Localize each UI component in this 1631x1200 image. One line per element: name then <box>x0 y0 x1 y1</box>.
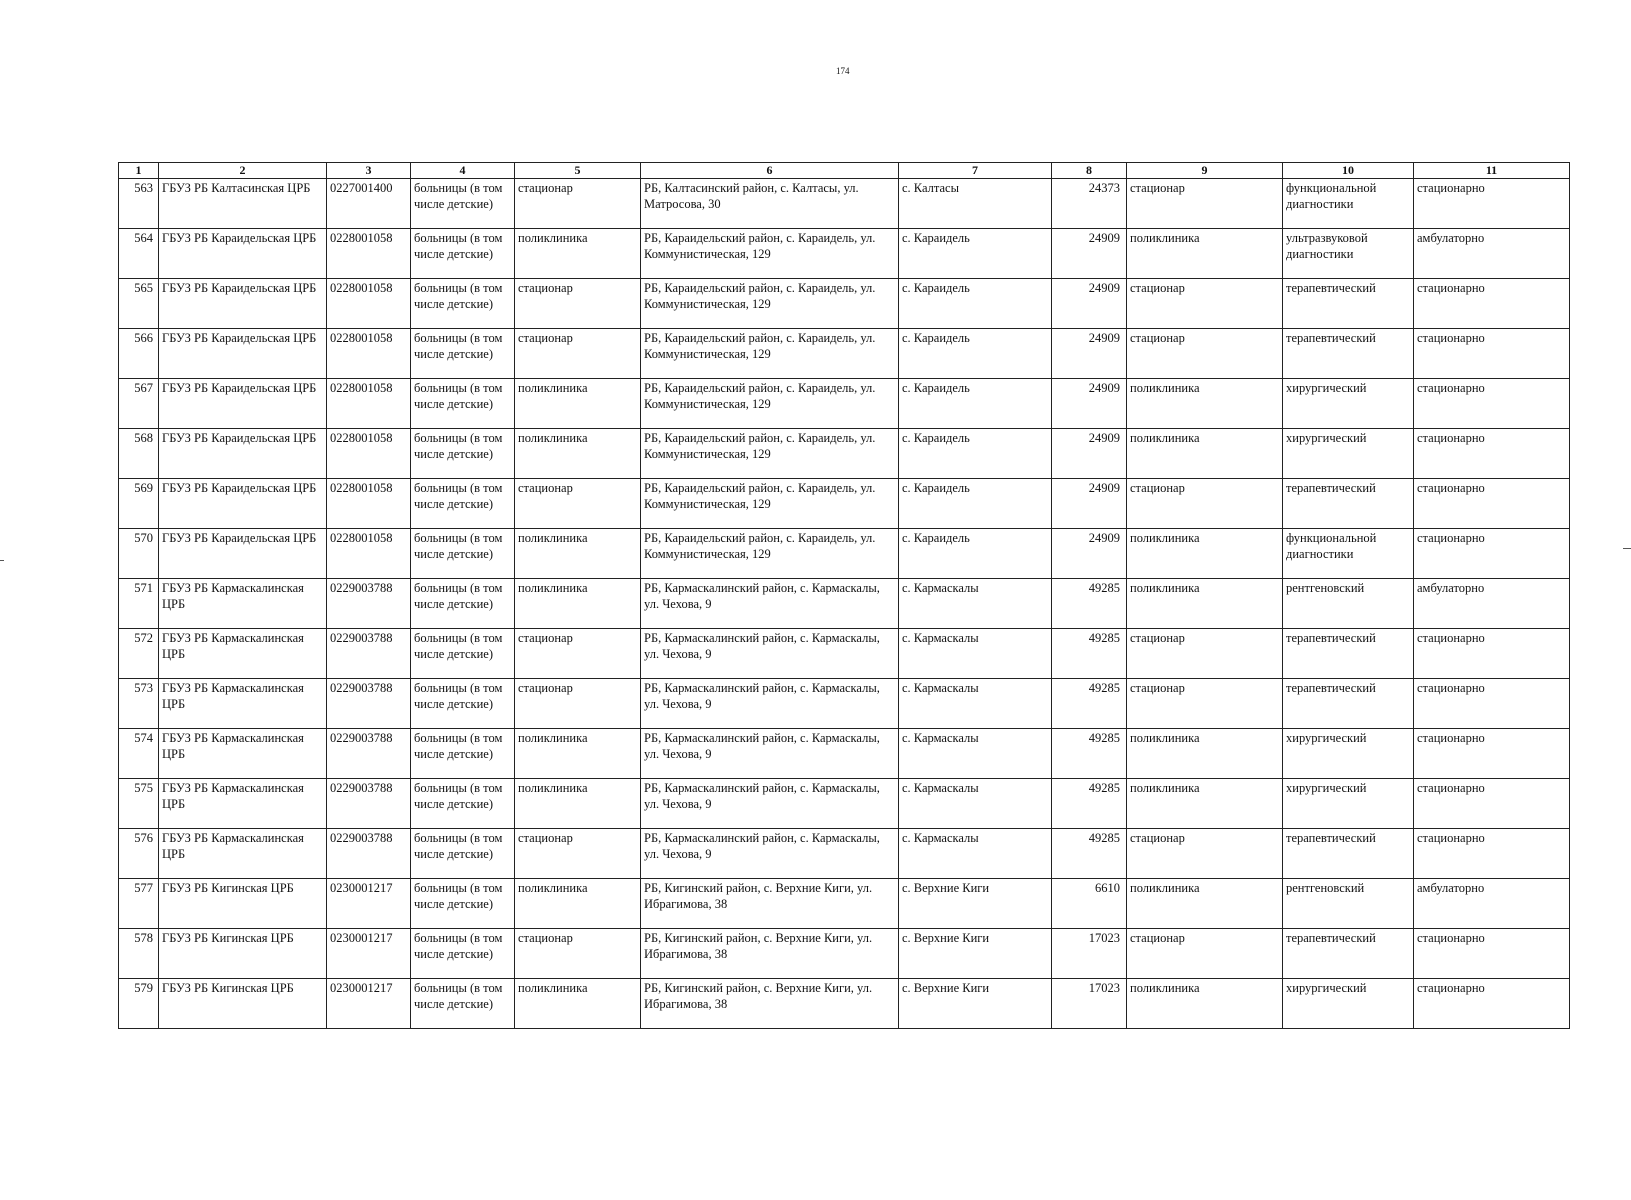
cell-facility-type: больницы (в том числе детские) <box>411 329 515 379</box>
cell-care-condition: стационарно <box>1414 779 1570 829</box>
cell-care-condition: стационарно <box>1414 679 1570 729</box>
cell-unit-type: стационар <box>515 929 641 979</box>
cell-inn: 0229003788 <box>327 579 411 629</box>
cell-population: 49285 <box>1052 629 1127 679</box>
cell-settlement: с. Караидель <box>899 379 1052 429</box>
cell-settlement: с. Кармаскалы <box>899 629 1052 679</box>
scan-mark <box>0 560 4 561</box>
cell-organization: ГБУЗ РБ Калтасинская ЦРБ <box>159 179 327 229</box>
cell-facility-type: больницы (в том числе детские) <box>411 179 515 229</box>
cell-cabinet-profile: хирургический <box>1283 429 1414 479</box>
cell-row-number: 565 <box>119 279 159 329</box>
cell-settlement: с. Караидель <box>899 279 1052 329</box>
cell-cabinet-profile: терапевтический <box>1283 479 1414 529</box>
cell-unit-type: стационар <box>515 679 641 729</box>
cell-organization: ГБУЗ РБ Кармаскалинская ЦРБ <box>159 729 327 779</box>
cell-row-number: 573 <box>119 679 159 729</box>
cell-care-condition: амбулаторно <box>1414 579 1570 629</box>
cell-organization: ГБУЗ РБ Караидельская ЦРБ <box>159 329 327 379</box>
cell-inn: 0228001058 <box>327 329 411 379</box>
cell-settlement: с. Кармаскалы <box>899 779 1052 829</box>
cell-unit-type: поликлиника <box>515 879 641 929</box>
cell-facility-type: больницы (в том числе детские) <box>411 879 515 929</box>
cell-facility-type: больницы (в том числе детские) <box>411 579 515 629</box>
cell-department: стационар <box>1127 929 1283 979</box>
cell-department: стационар <box>1127 679 1283 729</box>
cell-row-number: 566 <box>119 329 159 379</box>
cell-cabinet-profile: хирургический <box>1283 379 1414 429</box>
cell-department: поликлиника <box>1127 979 1283 1029</box>
cell-care-condition: стационарно <box>1414 529 1570 579</box>
table-row <box>119 729 1570 779</box>
cell-organization: ГБУЗ РБ Кармаскалинская ЦРБ <box>159 679 327 729</box>
column-header-4: 4 <box>411 163 515 179</box>
cell-care-condition: стационарно <box>1414 629 1570 679</box>
column-header-6: 6 <box>641 163 899 179</box>
cell-department: поликлиника <box>1127 429 1283 479</box>
cell-facility-type: больницы (в том числе детские) <box>411 979 515 1029</box>
cell-row-number: 579 <box>119 979 159 1029</box>
cell-care-condition: амбулаторно <box>1414 229 1570 279</box>
table-row <box>119 229 1570 279</box>
cell-facility-type: больницы (в том числе детские) <box>411 679 515 729</box>
cell-facility-type: больницы (в том числе детские) <box>411 229 515 279</box>
cell-population: 49285 <box>1052 579 1127 629</box>
cell-settlement: с. Караидель <box>899 229 1052 279</box>
cell-settlement: с. Кармаскалы <box>899 679 1052 729</box>
cell-row-number: 564 <box>119 229 159 279</box>
table-row <box>119 979 1570 1029</box>
cell-organization: ГБУЗ РБ Караидельская ЦРБ <box>159 379 327 429</box>
cell-inn: 0228001058 <box>327 429 411 479</box>
cell-facility-type: больницы (в том числе детские) <box>411 629 515 679</box>
cell-facility-type: больницы (в том числе детские) <box>411 479 515 529</box>
cell-settlement: с. Верхние Киги <box>899 979 1052 1029</box>
cell-care-condition: стационарно <box>1414 729 1570 779</box>
cell-address: РБ, Кармаскалинский район, с. Кармаскалы, ул. Чехова, 9 <box>641 729 899 779</box>
table-row <box>119 379 1570 429</box>
column-header-5: 5 <box>515 163 641 179</box>
cell-unit-type: стационар <box>515 329 641 379</box>
cell-cabinet-profile: хирургический <box>1283 779 1414 829</box>
cell-cabinet-profile: терапевтический <box>1283 929 1414 979</box>
cell-population: 24909 <box>1052 279 1127 329</box>
cell-population: 49285 <box>1052 829 1127 879</box>
cell-cabinet-profile: терапевтический <box>1283 329 1414 379</box>
cell-department: поликлиника <box>1127 579 1283 629</box>
cell-organization: ГБУЗ РБ Кигинская ЦРБ <box>159 879 327 929</box>
cell-address: РБ, Караидельский район, с. Караидель, ул. Коммунистическая, 129 <box>641 529 899 579</box>
cell-cabinet-profile: терапевтический <box>1283 829 1414 879</box>
cell-population: 49285 <box>1052 779 1127 829</box>
cell-unit-type: стационар <box>515 179 641 229</box>
cell-population: 17023 <box>1052 929 1127 979</box>
cell-organization: ГБУЗ РБ Кигинская ЦРБ <box>159 979 327 1029</box>
cell-facility-type: больницы (в том числе детские) <box>411 429 515 479</box>
column-header-9: 9 <box>1127 163 1283 179</box>
cell-facility-type: больницы (в том числе детские) <box>411 779 515 829</box>
cell-address: РБ, Караидельский район, с. Караидель, ул. Коммунистическая, 129 <box>641 479 899 529</box>
table-row <box>119 429 1570 479</box>
cell-row-number: 570 <box>119 529 159 579</box>
cell-inn: 0229003788 <box>327 629 411 679</box>
cell-facility-type: больницы (в том числе детские) <box>411 279 515 329</box>
cell-department: стационар <box>1127 279 1283 329</box>
cell-settlement: с. Кармаскалы <box>899 579 1052 629</box>
cell-organization: ГБУЗ РБ Кармаскалинская ЦРБ <box>159 579 327 629</box>
cell-population: 24909 <box>1052 329 1127 379</box>
table-row <box>119 279 1570 329</box>
cell-unit-type: поликлиника <box>515 379 641 429</box>
cell-row-number: 563 <box>119 179 159 229</box>
cell-settlement: с. Караидель <box>899 329 1052 379</box>
cell-inn: 0229003788 <box>327 829 411 879</box>
cell-care-condition: стационарно <box>1414 379 1570 429</box>
cell-unit-type: стационар <box>515 829 641 879</box>
cell-unit-type: поликлиника <box>515 729 641 779</box>
cell-address: РБ, Кармаскалинский район, с. Кармаскалы, ул. Чехова, 9 <box>641 629 899 679</box>
cell-address: РБ, Караидельский район, с. Караидель, ул. Коммунистическая, 129 <box>641 379 899 429</box>
cell-department: стационар <box>1127 479 1283 529</box>
header-row <box>119 163 1570 179</box>
cell-cabinet-profile: функциональной диагностики <box>1283 529 1414 579</box>
cell-care-condition: стационарно <box>1414 329 1570 379</box>
cell-population: 24909 <box>1052 429 1127 479</box>
cell-inn: 0229003788 <box>327 679 411 729</box>
cell-address: РБ, Кармаскалинский район, с. Кармаскалы, ул. Чехова, 9 <box>641 579 899 629</box>
cell-cabinet-profile: ультразвуковой диагностики <box>1283 229 1414 279</box>
cell-facility-type: больницы (в том числе детские) <box>411 729 515 779</box>
cell-settlement: с. Кармаскалы <box>899 729 1052 779</box>
cell-care-condition: стационарно <box>1414 979 1570 1029</box>
cell-address: РБ, Кармаскалинский район, с. Кармаскалы, ул. Чехова, 9 <box>641 679 899 729</box>
cell-department: поликлиника <box>1127 229 1283 279</box>
cell-care-condition: стационарно <box>1414 179 1570 229</box>
cell-unit-type: стационар <box>515 629 641 679</box>
cell-row-number: 576 <box>119 829 159 879</box>
cell-organization: ГБУЗ РБ Кармаскалинская ЦРБ <box>159 629 327 679</box>
facilities-table <box>118 162 1570 1029</box>
cell-unit-type: поликлиника <box>515 579 641 629</box>
cell-settlement: с. Караидель <box>899 479 1052 529</box>
cell-organization: ГБУЗ РБ Кармаскалинская ЦРБ <box>159 779 327 829</box>
table-row <box>119 879 1570 929</box>
cell-inn: 0228001058 <box>327 529 411 579</box>
cell-row-number: 574 <box>119 729 159 779</box>
cell-inn: 0229003788 <box>327 729 411 779</box>
cell-organization: ГБУЗ РБ Кигинская ЦРБ <box>159 929 327 979</box>
cell-settlement: с. Кармаскалы <box>899 829 1052 879</box>
cell-address: РБ, Караидельский район, с. Караидель, ул. Коммунистическая, 129 <box>641 229 899 279</box>
cell-department: стационар <box>1127 829 1283 879</box>
cell-row-number: 577 <box>119 879 159 929</box>
cell-inn: 0228001058 <box>327 229 411 279</box>
column-header-8: 8 <box>1052 163 1127 179</box>
cell-care-condition: стационарно <box>1414 929 1570 979</box>
cell-address: РБ, Кигинский район, с. Верхние Киги, ул. Ибрагимова, 38 <box>641 879 899 929</box>
cell-department: стационар <box>1127 179 1283 229</box>
cell-address: РБ, Кигинский район, с. Верхние Киги, ул. Ибрагимова, 38 <box>641 929 899 979</box>
cell-population: 24909 <box>1052 379 1127 429</box>
cell-organization: ГБУЗ РБ Караидельская ЦРБ <box>159 229 327 279</box>
cell-inn: 0230001217 <box>327 979 411 1029</box>
table-row <box>119 829 1570 879</box>
cell-inn: 0227001400 <box>327 179 411 229</box>
cell-care-condition: амбулаторно <box>1414 879 1570 929</box>
table-row <box>119 479 1570 529</box>
cell-unit-type: поликлиника <box>515 779 641 829</box>
cell-inn: 0228001058 <box>327 479 411 529</box>
cell-facility-type: больницы (в том числе детские) <box>411 929 515 979</box>
cell-inn: 0228001058 <box>327 379 411 429</box>
cell-population: 24909 <box>1052 229 1127 279</box>
cell-care-condition: стационарно <box>1414 429 1570 479</box>
cell-cabinet-profile: хирургический <box>1283 979 1414 1029</box>
column-header-7: 7 <box>899 163 1052 179</box>
cell-facility-type: больницы (в том числе детские) <box>411 829 515 879</box>
cell-population: 49285 <box>1052 729 1127 779</box>
cell-population: 24373 <box>1052 179 1127 229</box>
cell-address: РБ, Кармаскалинский район, с. Кармаскалы, ул. Чехова, 9 <box>641 829 899 879</box>
cell-department: поликлиника <box>1127 729 1283 779</box>
cell-inn: 0230001217 <box>327 929 411 979</box>
cell-settlement: с. Верхние Киги <box>899 879 1052 929</box>
cell-facility-type: больницы (в том числе детские) <box>411 379 515 429</box>
scan-mark <box>1623 548 1631 549</box>
cell-cabinet-profile: терапевтический <box>1283 629 1414 679</box>
cell-cabinet-profile: рентгеновский <box>1283 879 1414 929</box>
cell-settlement: с. Верхние Киги <box>899 929 1052 979</box>
column-header-3: 3 <box>327 163 411 179</box>
cell-unit-type: поликлиника <box>515 429 641 479</box>
cell-organization: ГБУЗ РБ Караидельская ЦРБ <box>159 279 327 329</box>
cell-address: РБ, Калтасинский район, с. Калтасы, ул. Матросова, 30 <box>641 179 899 229</box>
cell-inn: 0229003788 <box>327 779 411 829</box>
cell-cabinet-profile: рентгеновский <box>1283 579 1414 629</box>
cell-address: РБ, Караидельский район, с. Караидель, ул. Коммунистическая, 129 <box>641 329 899 379</box>
cell-row-number: 571 <box>119 579 159 629</box>
cell-facility-type: больницы (в том числе детские) <box>411 529 515 579</box>
cell-address: РБ, Караидельский район, с. Караидель, ул. Коммунистическая, 129 <box>641 279 899 329</box>
cell-organization: ГБУЗ РБ Караидельская ЦРБ <box>159 479 327 529</box>
cell-department: поликлиника <box>1127 379 1283 429</box>
cell-organization: ГБУЗ РБ Караидельская ЦРБ <box>159 429 327 479</box>
cell-population: 24909 <box>1052 529 1127 579</box>
cell-address: РБ, Кигинский район, с. Верхние Киги, ул. Ибрагимова, 38 <box>641 979 899 1029</box>
cell-cabinet-profile: функциональной диагностики <box>1283 179 1414 229</box>
cell-row-number: 568 <box>119 429 159 479</box>
cell-row-number: 575 <box>119 779 159 829</box>
cell-organization: ГБУЗ РБ Караидельская ЦРБ <box>159 529 327 579</box>
cell-department: поликлиника <box>1127 779 1283 829</box>
cell-cabinet-profile: терапевтический <box>1283 279 1414 329</box>
column-header-2: 2 <box>159 163 327 179</box>
cell-care-condition: стационарно <box>1414 829 1570 879</box>
page-number: 174 <box>836 66 850 76</box>
cell-address: РБ, Караидельский район, с. Караидель, ул. Коммунистическая, 129 <box>641 429 899 479</box>
cell-population: 49285 <box>1052 679 1127 729</box>
cell-unit-type: поликлиника <box>515 979 641 1029</box>
column-header-10: 10 <box>1283 163 1414 179</box>
table-row <box>119 179 1570 229</box>
cell-population: 17023 <box>1052 979 1127 1029</box>
cell-care-condition: стационарно <box>1414 479 1570 529</box>
column-header-11: 11 <box>1414 163 1570 179</box>
cell-cabinet-profile: терапевтический <box>1283 679 1414 729</box>
cell-department: стационар <box>1127 629 1283 679</box>
cell-department: стационар <box>1127 329 1283 379</box>
cell-row-number: 567 <box>119 379 159 429</box>
cell-settlement: с. Калтасы <box>899 179 1052 229</box>
cell-settlement: с. Караидель <box>899 429 1052 479</box>
cell-unit-type: стационар <box>515 479 641 529</box>
table-row <box>119 529 1570 579</box>
cell-row-number: 578 <box>119 929 159 979</box>
table-row <box>119 629 1570 679</box>
cell-row-number: 569 <box>119 479 159 529</box>
cell-cabinet-profile: хирургический <box>1283 729 1414 779</box>
cell-unit-type: стационар <box>515 279 641 329</box>
table-row <box>119 679 1570 729</box>
column-header-1: 1 <box>119 163 159 179</box>
cell-unit-type: поликлиника <box>515 229 641 279</box>
cell-settlement: с. Караидель <box>899 529 1052 579</box>
cell-unit-type: поликлиника <box>515 529 641 579</box>
cell-row-number: 572 <box>119 629 159 679</box>
cell-inn: 0230001217 <box>327 879 411 929</box>
cell-department: поликлиника <box>1127 529 1283 579</box>
cell-address: РБ, Кармаскалинский район, с. Кармаскалы, ул. Чехова, 9 <box>641 779 899 829</box>
cell-population: 24909 <box>1052 479 1127 529</box>
cell-inn: 0228001058 <box>327 279 411 329</box>
cell-organization: ГБУЗ РБ Кармаскалинская ЦРБ <box>159 829 327 879</box>
cell-care-condition: стационарно <box>1414 279 1570 329</box>
cell-population: 6610 <box>1052 879 1127 929</box>
table-row <box>119 329 1570 379</box>
table-row <box>119 929 1570 979</box>
table-row <box>119 579 1570 629</box>
cell-department: поликлиника <box>1127 879 1283 929</box>
table-row <box>119 779 1570 829</box>
